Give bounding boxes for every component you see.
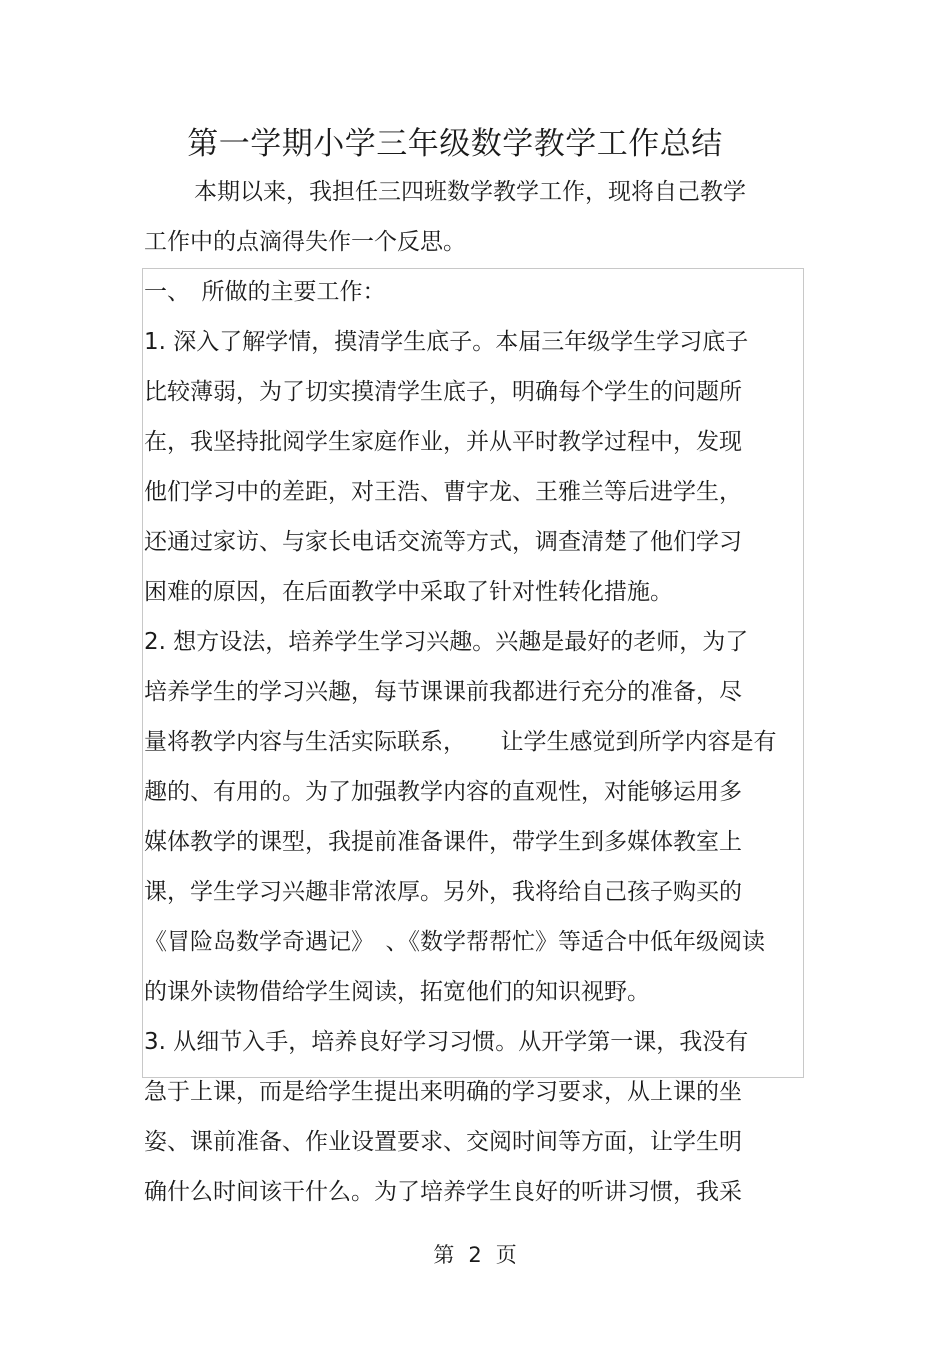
paragraph-line: 3. 从细节入手，培养良好学习习惯。从开学第一课，我没有 bbox=[144, 1029, 749, 1055]
footer-prefix: 第 bbox=[433, 1243, 455, 1267]
paragraph-line: 的课外读物借给学生阅读，拓宽他们的知识视野。 bbox=[144, 979, 650, 1005]
paragraph-line: 2. 想方设法，培养学生学习兴趣。兴趣是最好的老师，为了 bbox=[144, 629, 749, 655]
paragraph-line: 确什么时间该干什么。为了培养学生良好的听讲习惯，我采 bbox=[144, 1179, 742, 1205]
paragraph-line: 《冒险岛数学奇遇记》 、《数学帮帮忙》等适合中低年级阅读 bbox=[144, 929, 765, 955]
paragraph-line: 比较薄弱，为了切实摸清学生底子，明确每个学生的问题所 bbox=[144, 379, 742, 405]
paragraph-line: 姿、课前准备、作业设置要求、交阅时间等方面，让学生明 bbox=[144, 1129, 742, 1155]
paragraph-line: 本期以来，我担任三四班数学教学工作，现将自己教学 bbox=[194, 179, 746, 205]
document-title: 第一学期小学三年级数学教学工作总结 bbox=[187, 126, 723, 162]
page-number: 2 bbox=[468, 1243, 482, 1267]
footer-suffix: 页 bbox=[495, 1243, 517, 1267]
paragraph-line: 还通过家访、与家长电话交流等方式，调查清楚了他们学习 bbox=[144, 529, 742, 555]
paragraph-line: 量将教学内容与生活实际联系， 让学生感觉到所学内容是有 bbox=[144, 729, 777, 755]
paragraph-line: 培养学生的学习兴趣，每节课课前我都进行充分的准备，尽 bbox=[144, 679, 742, 705]
paragraph-line: 在，我坚持批阅学生家庭作业，并从平时教学过程中，发现 bbox=[144, 429, 742, 455]
paragraph-line: 工作中的点滴得失作一个反思。 bbox=[144, 229, 466, 255]
paragraph-line: 急于上课，而是给学生提出来明确的学习要求，从上课的坐 bbox=[144, 1079, 742, 1105]
paragraph-line: 课，学生学习兴趣非常浓厚。另外，我将给自己孩子购买的 bbox=[144, 879, 742, 905]
paragraph-line: 1. 深入了解学情，摸清学生底子。本届三年级学生学习底子 bbox=[144, 329, 749, 355]
paragraph-line: 媒体教学的课型，我提前准备课件，带学生到多媒体教室上 bbox=[144, 829, 742, 855]
section-heading: 一、 所做的主要工作： bbox=[144, 279, 386, 305]
paragraph-line: 困难的原因，在后面教学中采取了针对性转化措施。 bbox=[144, 579, 673, 605]
paragraph-line: 趣的、有用的。为了加强教学内容的直观性，对能够运用多 bbox=[144, 779, 742, 805]
paragraph-line: 他们学习中的差距，对王浩、曹宇龙、王雅兰等后进学生， bbox=[144, 479, 742, 505]
page-footer bbox=[0, 1240, 950, 1270]
